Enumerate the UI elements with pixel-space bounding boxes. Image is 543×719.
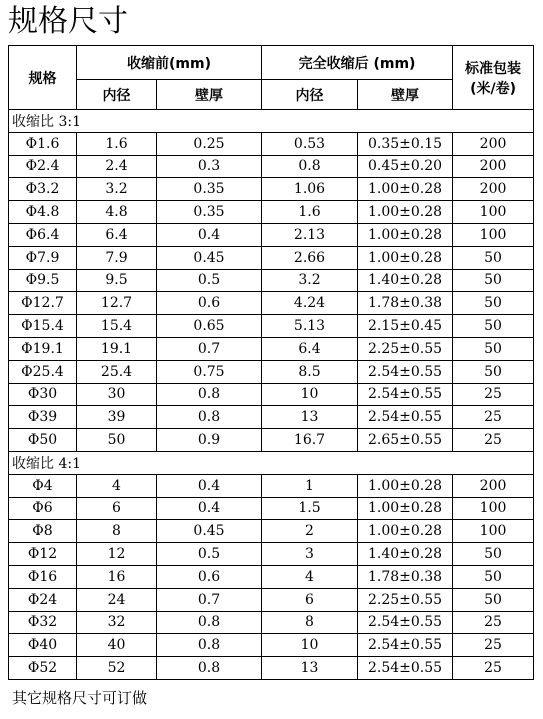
cell-inner-after: 4 bbox=[262, 565, 358, 588]
cell-inner-before: 3.2 bbox=[77, 178, 157, 201]
cell-spec: Φ4 bbox=[9, 474, 77, 497]
cell-spec: Φ25.4 bbox=[9, 360, 77, 383]
cell-wall-before: 0.4 bbox=[157, 497, 262, 520]
cell-wall-after: 0.35±0.15 bbox=[358, 132, 453, 155]
cell-inner-after: 16.7 bbox=[262, 429, 358, 452]
spec-table bbox=[8, 45, 534, 680]
cell-wall-before: 0.4 bbox=[157, 474, 262, 497]
cell-spec: Φ39 bbox=[9, 406, 77, 429]
cell-inner-after: 4.24 bbox=[262, 292, 358, 315]
cell-spec: Φ3.2 bbox=[9, 178, 77, 201]
cell-wall-after: 1.00±0.28 bbox=[358, 223, 453, 246]
section-label: 收缩比 3:1 bbox=[9, 110, 534, 133]
cell-inner-before: 15.4 bbox=[77, 315, 157, 338]
table-row bbox=[9, 474, 534, 497]
cell-inner-before: 6 bbox=[77, 497, 157, 520]
cell-pack: 50 bbox=[453, 315, 534, 338]
header-package-line2: (米/卷) bbox=[470, 80, 516, 97]
cell-wall-before: 0.8 bbox=[157, 406, 262, 429]
cell-wall-before: 0.7 bbox=[157, 588, 262, 611]
cell-wall-before: 0.9 bbox=[157, 429, 262, 452]
cell-wall-after: 1.78±0.38 bbox=[358, 292, 453, 315]
cell-inner-after: 13 bbox=[262, 406, 358, 429]
cell-pack: 50 bbox=[453, 543, 534, 566]
cell-wall-after: 2.54±0.55 bbox=[358, 406, 453, 429]
cell-wall-before: 0.4 bbox=[157, 223, 262, 246]
cell-wall-before: 0.6 bbox=[157, 292, 262, 315]
cell-pack: 50 bbox=[453, 292, 534, 315]
cell-wall-after: 1.00±0.28 bbox=[358, 520, 453, 543]
cell-inner-after: 1 bbox=[262, 474, 358, 497]
cell-wall-before: 0.45 bbox=[157, 246, 262, 269]
cell-spec: Φ16 bbox=[9, 565, 77, 588]
cell-wall-before: 0.8 bbox=[157, 383, 262, 406]
cell-wall-after: 2.54±0.55 bbox=[358, 634, 453, 657]
header-inner-diameter-before: 内径 bbox=[77, 80, 157, 110]
cell-wall-after: 2.25±0.55 bbox=[358, 337, 453, 360]
cell-spec: Φ52 bbox=[9, 657, 77, 680]
cell-inner-after: 0.8 bbox=[262, 155, 358, 178]
cell-wall-after: 2.65±0.55 bbox=[358, 429, 453, 452]
cell-spec: Φ4.8 bbox=[9, 201, 77, 224]
cell-wall-after: 1.40±0.28 bbox=[358, 543, 453, 566]
cell-spec: Φ1.6 bbox=[9, 132, 77, 155]
cell-pack: 25 bbox=[453, 429, 534, 452]
cell-inner-before: 1.6 bbox=[77, 132, 157, 155]
cell-spec: Φ2.4 bbox=[9, 155, 77, 178]
cell-inner-after: 2.66 bbox=[262, 246, 358, 269]
section-row bbox=[9, 451, 534, 474]
table-row bbox=[9, 155, 534, 178]
cell-spec: Φ9.5 bbox=[9, 269, 77, 292]
cell-inner-before: 24 bbox=[77, 588, 157, 611]
cell-inner-after: 8.5 bbox=[262, 360, 358, 383]
cell-inner-after: 1.5 bbox=[262, 497, 358, 520]
cell-inner-before: 19.1 bbox=[77, 337, 157, 360]
cell-wall-after: 2.15±0.45 bbox=[358, 315, 453, 338]
table-row bbox=[9, 588, 534, 611]
cell-wall-after: 1.00±0.28 bbox=[358, 497, 453, 520]
cell-inner-after: 8 bbox=[262, 611, 358, 634]
cell-wall-after: 1.00±0.28 bbox=[358, 246, 453, 269]
cell-wall-after: 2.54±0.55 bbox=[358, 611, 453, 634]
section-label: 收缩比 4:1 bbox=[9, 451, 534, 474]
cell-pack: 50 bbox=[453, 565, 534, 588]
table-row bbox=[9, 429, 534, 452]
cell-inner-before: 52 bbox=[77, 657, 157, 680]
cell-inner-before: 12.7 bbox=[77, 292, 157, 315]
cell-inner-before: 39 bbox=[77, 406, 157, 429]
cell-pack: 50 bbox=[453, 360, 534, 383]
cell-inner-before: 7.9 bbox=[77, 246, 157, 269]
cell-wall-after: 1.00±0.28 bbox=[358, 474, 453, 497]
header-before-shrink: 收缩前(mm) bbox=[77, 46, 262, 80]
cell-pack: 200 bbox=[453, 178, 534, 201]
cell-inner-before: 50 bbox=[77, 429, 157, 452]
cell-pack: 200 bbox=[453, 474, 534, 497]
cell-spec: Φ6 bbox=[9, 497, 77, 520]
section-row bbox=[9, 110, 534, 133]
cell-inner-before: 9.5 bbox=[77, 269, 157, 292]
cell-inner-after: 13 bbox=[262, 657, 358, 680]
cell-wall-before: 0.5 bbox=[157, 543, 262, 566]
cell-wall-after: 1.00±0.28 bbox=[358, 201, 453, 224]
table-row bbox=[9, 634, 534, 657]
cell-wall-before: 0.35 bbox=[157, 201, 262, 224]
cell-inner-after: 0.53 bbox=[262, 132, 358, 155]
cell-wall-before: 0.3 bbox=[157, 155, 262, 178]
cell-wall-before: 0.8 bbox=[157, 657, 262, 680]
cell-inner-after: 10 bbox=[262, 634, 358, 657]
cell-pack: 50 bbox=[453, 588, 534, 611]
cell-inner-before: 12 bbox=[77, 543, 157, 566]
cell-wall-before: 0.7 bbox=[157, 337, 262, 360]
cell-inner-after: 1.6 bbox=[262, 201, 358, 224]
cell-inner-before: 16 bbox=[77, 565, 157, 588]
cell-spec: Φ8 bbox=[9, 520, 77, 543]
table-row bbox=[9, 337, 534, 360]
cell-pack: 25 bbox=[453, 406, 534, 429]
cell-inner-before: 25.4 bbox=[77, 360, 157, 383]
cell-spec: Φ12 bbox=[9, 543, 77, 566]
cell-pack: 200 bbox=[453, 132, 534, 155]
table-row bbox=[9, 565, 534, 588]
cell-inner-before: 6.4 bbox=[77, 223, 157, 246]
cell-wall-after: 0.45±0.20 bbox=[358, 155, 453, 178]
cell-spec: Φ30 bbox=[9, 383, 77, 406]
cell-pack: 100 bbox=[453, 223, 534, 246]
cell-spec: Φ32 bbox=[9, 611, 77, 634]
cell-wall-after: 1.00±0.28 bbox=[358, 178, 453, 201]
cell-spec: Φ24 bbox=[9, 588, 77, 611]
table-row bbox=[9, 383, 534, 406]
table-row bbox=[9, 543, 534, 566]
table-body bbox=[9, 110, 534, 680]
cell-inner-after: 5.13 bbox=[262, 315, 358, 338]
table-header bbox=[9, 46, 534, 110]
header-after-shrink: 完全收缩后 (mm) bbox=[262, 46, 453, 80]
table-row bbox=[9, 223, 534, 246]
table-row bbox=[9, 269, 534, 292]
cell-pack: 100 bbox=[453, 497, 534, 520]
cell-inner-after: 2 bbox=[262, 520, 358, 543]
cell-pack: 100 bbox=[453, 201, 534, 224]
table-row bbox=[9, 178, 534, 201]
cell-wall-before: 0.45 bbox=[157, 520, 262, 543]
cell-inner-after: 6 bbox=[262, 588, 358, 611]
table-row bbox=[9, 246, 534, 269]
cell-inner-after: 2.13 bbox=[262, 223, 358, 246]
cell-wall-before: 0.5 bbox=[157, 269, 262, 292]
cell-spec: Φ7.9 bbox=[9, 246, 77, 269]
cell-inner-before: 2.4 bbox=[77, 155, 157, 178]
cell-pack: 25 bbox=[453, 383, 534, 406]
cell-pack: 25 bbox=[453, 634, 534, 657]
table-row bbox=[9, 132, 534, 155]
cell-inner-before: 32 bbox=[77, 611, 157, 634]
cell-wall-after: 1.40±0.28 bbox=[358, 269, 453, 292]
table-row bbox=[9, 406, 534, 429]
cell-inner-before: 4 bbox=[77, 474, 157, 497]
cell-spec: Φ6.4 bbox=[9, 223, 77, 246]
table-row bbox=[9, 360, 534, 383]
cell-inner-before: 8 bbox=[77, 520, 157, 543]
cell-wall-before: 0.6 bbox=[157, 565, 262, 588]
header-wall-thickness-before: 壁厚 bbox=[157, 80, 262, 110]
cell-wall-before: 0.65 bbox=[157, 315, 262, 338]
cell-inner-after: 10 bbox=[262, 383, 358, 406]
cell-pack: 50 bbox=[453, 246, 534, 269]
cell-wall-after: 2.25±0.55 bbox=[358, 588, 453, 611]
table-row bbox=[9, 315, 534, 338]
table-row bbox=[9, 657, 534, 680]
cell-spec: Φ12.7 bbox=[9, 292, 77, 315]
cell-wall-after: 2.54±0.55 bbox=[358, 383, 453, 406]
cell-inner-before: 30 bbox=[77, 383, 157, 406]
header-package-line1: 标准包装 bbox=[465, 60, 522, 77]
cell-wall-before: 0.8 bbox=[157, 634, 262, 657]
cell-pack: 50 bbox=[453, 269, 534, 292]
table-row bbox=[9, 201, 534, 224]
cell-wall-after: 2.54±0.55 bbox=[358, 657, 453, 680]
cell-wall-before: 0.25 bbox=[157, 132, 262, 155]
table-row bbox=[9, 611, 534, 634]
table-row bbox=[9, 497, 534, 520]
page-title: 规格尺寸 bbox=[8, 4, 128, 39]
cell-wall-before: 0.8 bbox=[157, 611, 262, 634]
cell-wall-after: 2.54±0.55 bbox=[358, 360, 453, 383]
cell-spec: Φ50 bbox=[9, 429, 77, 452]
header-standard-package bbox=[453, 46, 534, 110]
cell-pack: 25 bbox=[453, 611, 534, 634]
cell-pack: 200 bbox=[453, 155, 534, 178]
cell-spec: Φ19.1 bbox=[9, 337, 77, 360]
header-inner-diameter-after: 内径 bbox=[262, 80, 358, 110]
cell-spec: Φ40 bbox=[9, 634, 77, 657]
cell-wall-before: 0.35 bbox=[157, 178, 262, 201]
table-row bbox=[9, 292, 534, 315]
header-spec: 规格 bbox=[9, 46, 77, 110]
cell-pack: 50 bbox=[453, 337, 534, 360]
cell-spec: Φ15.4 bbox=[9, 315, 77, 338]
cell-inner-before: 4.8 bbox=[77, 201, 157, 224]
header-wall-thickness-after: 壁厚 bbox=[358, 80, 453, 110]
cell-wall-before: 0.75 bbox=[157, 360, 262, 383]
cell-inner-after: 1.06 bbox=[262, 178, 358, 201]
cell-pack: 25 bbox=[453, 657, 534, 680]
cell-wall-after: 1.78±0.38 bbox=[358, 565, 453, 588]
cell-inner-after: 3.2 bbox=[262, 269, 358, 292]
cell-pack: 100 bbox=[453, 520, 534, 543]
table-row bbox=[9, 520, 534, 543]
cell-inner-after: 3 bbox=[262, 543, 358, 566]
cell-inner-before: 40 bbox=[77, 634, 157, 657]
cell-inner-after: 6.4 bbox=[262, 337, 358, 360]
footer-note: 其它规格尺寸可订做 bbox=[12, 689, 148, 707]
